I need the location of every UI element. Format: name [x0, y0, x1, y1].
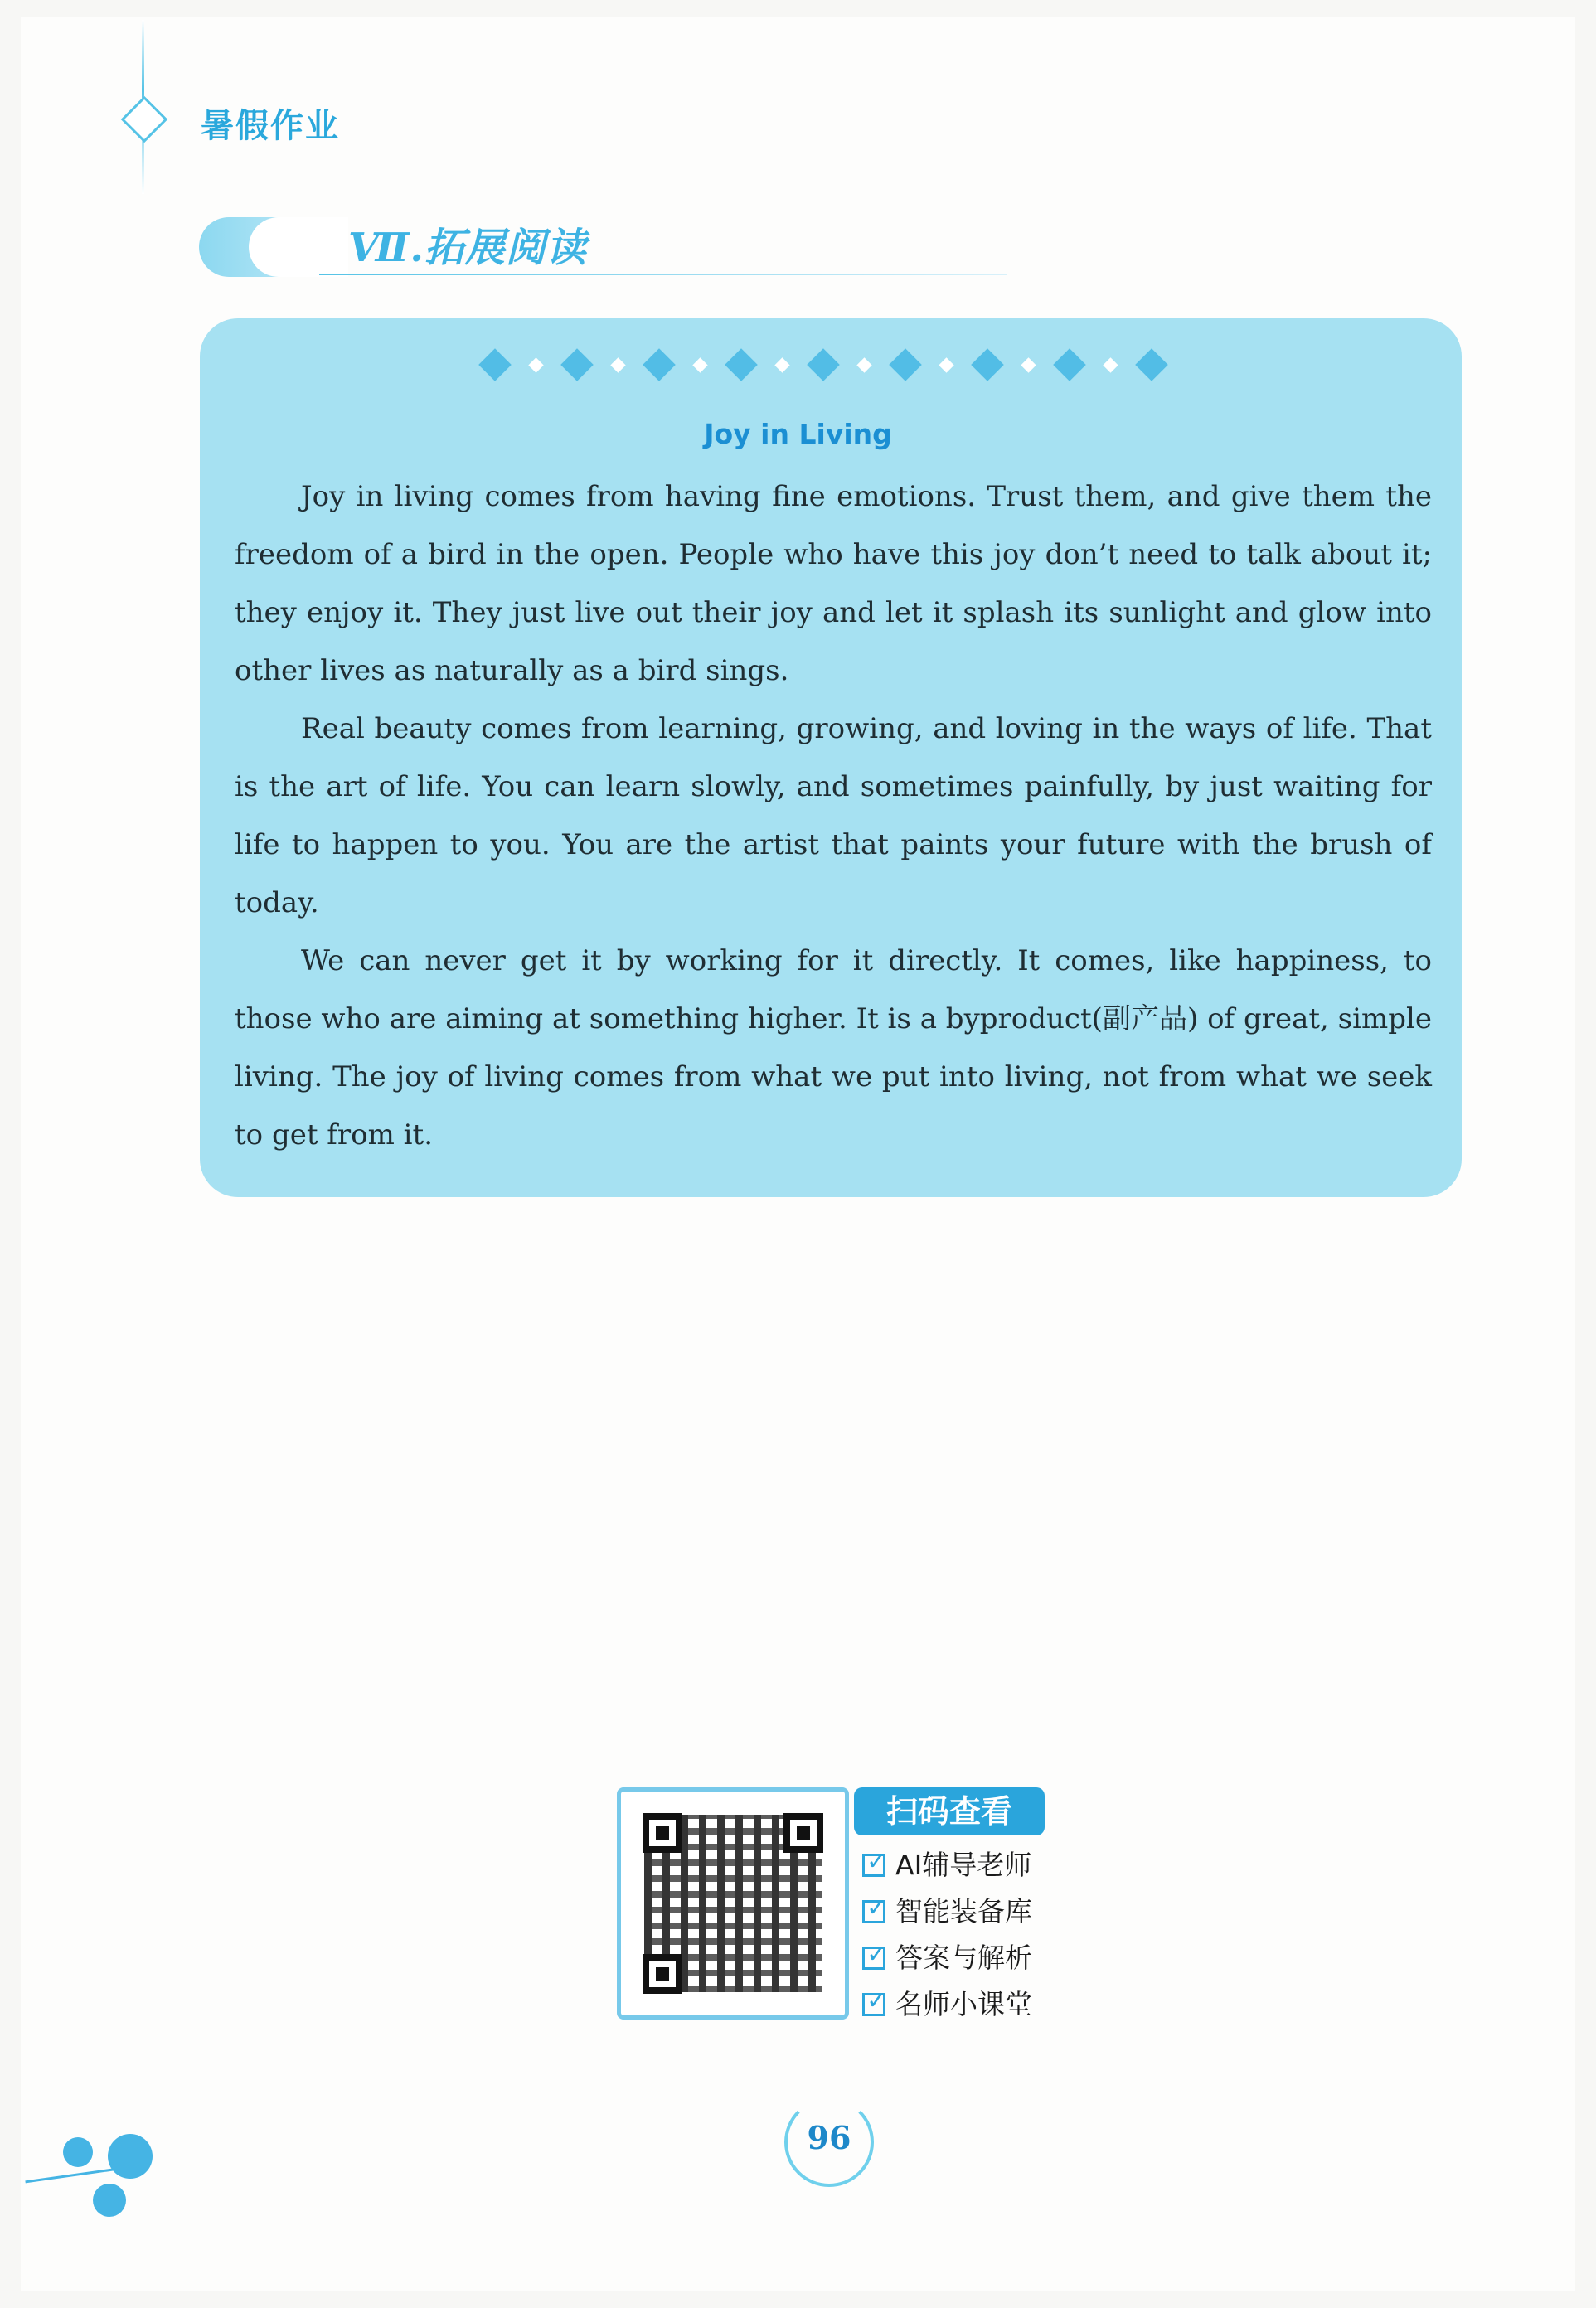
scan-item	[862, 1981, 1032, 2028]
story-body	[235, 468, 1432, 1164]
diamond-icon	[1135, 348, 1168, 381]
scan-item-label: 名师小课堂	[895, 1988, 1032, 2020]
page-number: 96	[807, 2119, 851, 2156]
scan-badge: 扫码查看	[854, 1787, 1045, 1835]
checkbox-icon: ✓	[862, 1947, 885, 1970]
qr-finder	[643, 1813, 682, 1853]
diamond-divider	[483, 348, 1163, 381]
page-number-badge	[784, 2097, 876, 2189]
small-diamond-icon	[1103, 357, 1118, 372]
checkbox-icon: ✓	[862, 1900, 885, 1923]
decor-dot	[108, 2134, 153, 2179]
small-diamond-icon	[856, 357, 871, 372]
small-diamond-icon	[939, 357, 953, 372]
scan-item-label: 答案与解析	[895, 1942, 1032, 1974]
small-diamond-icon	[528, 357, 543, 372]
small-diamond-icon	[774, 357, 789, 372]
section-title: Ⅶ.拓展阅读	[348, 225, 587, 271]
small-diamond-icon	[610, 357, 625, 372]
scan-item	[862, 1935, 1032, 1981]
scan-feature-list	[862, 1842, 1032, 2028]
story-paragraph: Joy in living comes from having fine emotions. Trust them, and give them the freedom of a bird in the open. People who have this joy don’t need to talk about it; they enjoy it. They just live out their joy and let it splash its sunlight and glow into other lives as naturally as a bird sings.	[235, 480, 1432, 687]
diamond-icon	[971, 348, 1004, 381]
diamond-icon	[889, 348, 922, 381]
qr-finder	[643, 1954, 682, 1994]
diamond-icon	[560, 348, 594, 381]
header-title: 暑假作业	[201, 107, 340, 145]
diamond-icon	[1053, 348, 1086, 381]
scan-item-label: 智能装备库	[895, 1895, 1032, 1927]
story-paragraph: Real beauty comes from learning, growing, and loving in the ways of life. That is the art of life. You can learn slowly, and sometimes painfully, by just waiting for life to happen to you. You are the artist that paints your future with the brush of today.	[235, 712, 1432, 919]
section-rule	[319, 274, 1007, 275]
diamond-icon	[478, 348, 512, 381]
qr-finder	[783, 1813, 823, 1853]
diamond-icon	[725, 348, 758, 381]
diamond-icon	[807, 348, 840, 381]
scan-item-label: AI辅导老师	[895, 1849, 1032, 1881]
section-badge-inner	[249, 217, 348, 277]
checkbox-icon: ✓	[862, 1854, 885, 1877]
decor-dot	[93, 2184, 126, 2217]
checkbox-icon: ✓	[862, 1993, 885, 2016]
small-diamond-icon	[1021, 357, 1036, 372]
story-title: Joy in Living	[704, 418, 892, 450]
scan-item	[862, 1889, 1032, 1935]
scan-item	[862, 1842, 1032, 1889]
story-paragraph: We can never get it by working for it directly. It comes, like happiness, to those who are aiming at something higher. It is a byproduct(副产品) of great, simple living. The joy of living comes from what we put into living, not from what we seek to get from it.	[235, 944, 1432, 1152]
qr-code[interactable]	[617, 1787, 849, 2019]
small-diamond-icon	[692, 357, 707, 372]
decor-dot	[63, 2137, 93, 2167]
diamond-icon	[643, 348, 676, 381]
